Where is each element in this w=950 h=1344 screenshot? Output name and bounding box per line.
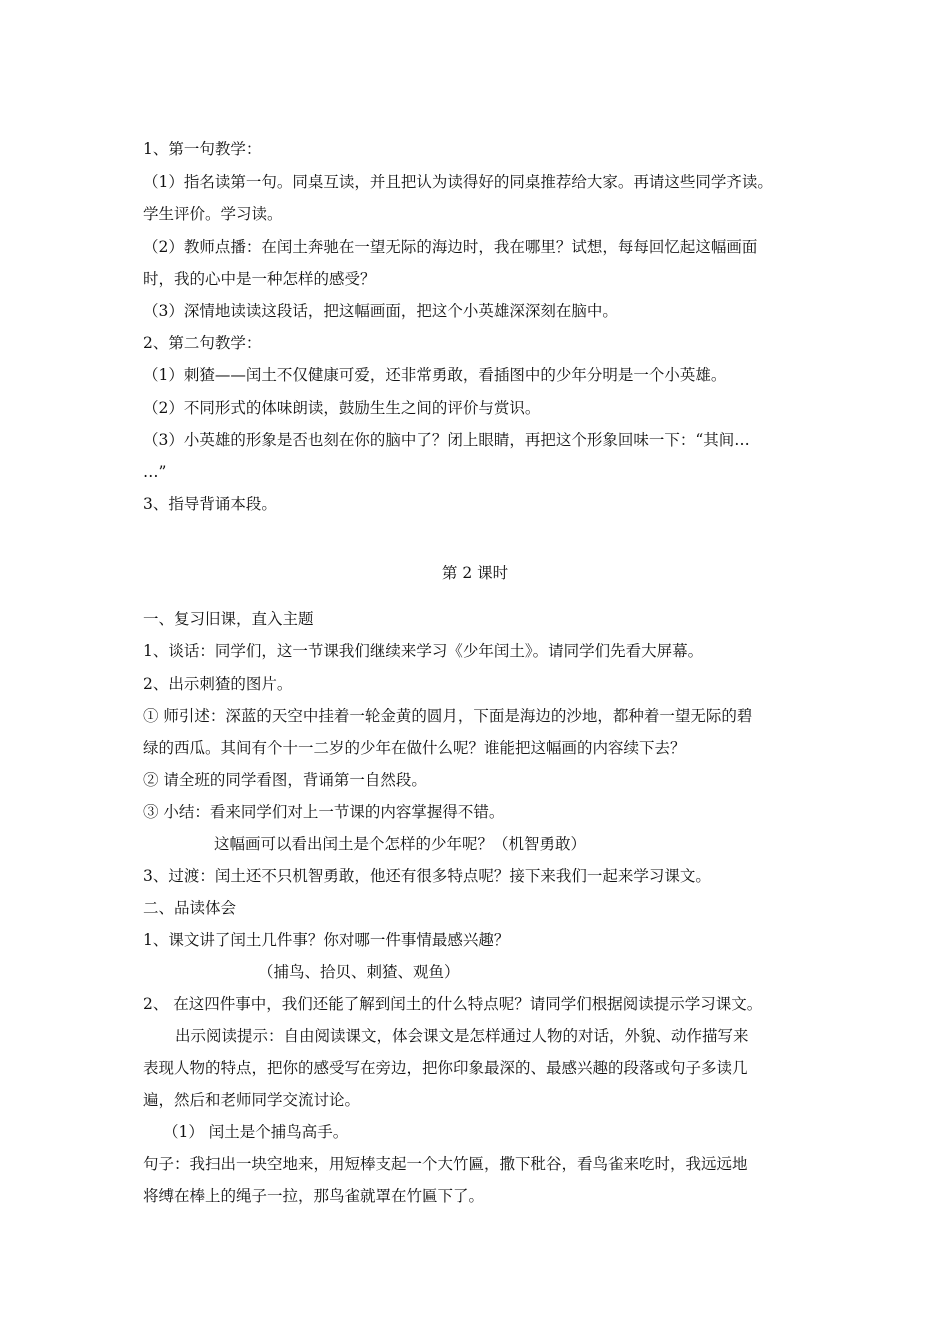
text-line: （2）教师点播：在闰土奔驰在一望无际的海边时，我在哪里？试想，每每回忆起这幅画面 [143,238,758,256]
text-line: 1、课文讲了闰土几件事？你对哪一件事情最感兴趣？ [143,931,510,949]
text-line: 学生评价。学习读。 [143,205,283,223]
text-line: 2、出示刺猹的图片。 [143,675,293,693]
text-line: （1）刺猹——闰土不仅健康可爱，还非常勇敢，看插图中的少年分明是一个小英雄。 [143,366,727,384]
text-line: 3、指导背诵本段。 [143,495,277,513]
text-line: 遍，然后和老师同学交流讨论。 [143,1091,361,1109]
text-line: 1、第一句教学： [143,140,262,158]
text-line: （1） 闰土是个捕鸟高手。 [163,1123,349,1141]
text-line: ② 请全班的同学看图，背诵第一自然段。 [143,771,427,789]
text-line: 二、品读体会 [143,899,237,917]
text-line: （捕鸟、拾贝、刺猹、观鱼） [258,963,460,981]
text-line: ③ 小结：看来同学们对上一节课的内容掌握得不错。 [143,803,505,821]
section-title: 第 2 课时 [441,564,509,582]
text-line: 这幅画可以看出闰土是个怎样的少年呢？（机智勇敢） [214,835,587,853]
text-line: …” [143,463,167,481]
text-line: 句子：我扫出一块空地来，用短棒支起一个大竹匾，撒下秕谷，看鸟雀来吃时，我远远地 [143,1155,748,1173]
text-line: ① 师引述：深蓝的天空中挂着一轮金黄的圆月，下面是海边的沙地，都种着一望无际的碧 [143,707,753,725]
text-line: 3、过渡：闰土还不只机智勇敢，他还有很多特点呢？接下来我们一起来学习课文。 [143,867,711,885]
text-line: （1）指名读第一句。同桌互读，并且把认为读得好的同桌推荐给大家。再请这些同学齐读。 [143,173,773,191]
text-line: 1、谈话：同学们，这一节课我们继续来学习《少年闰土》。请同学们先看大屏幕。 [143,642,704,660]
text-line: 将缚在棒上的绳子一拉，那鸟雀就罩在竹匾下了。 [143,1187,485,1205]
text-line: 绿的西瓜。其间有个十一二岁的少年在做什么呢？谁能把这幅画的内容续下去？ [143,739,686,757]
text-line: 表现人物的特点，把你的感受写在旁边，把你印象最深的、最感兴趣的段落或句子多读几 [143,1059,748,1077]
text-line: 2、第二句教学： [143,334,262,352]
text-line: 时，我的心中是一种怎样的感受？ [143,270,376,288]
text-line: （3）小英雄的形象是否也刻在你的脑中了？闭上眼睛，再把这个形象回味一下：“其间… [143,431,750,449]
text-line: 一、复习旧课，直入主题 [143,610,314,628]
text-line: （2）不同形式的体味朗读，鼓励生生之间的评价与赏识。 [143,399,541,417]
text-line: 出示阅读提示：自由阅读课文，体会课文是怎样通过人物的对话，外貌、动作描写来 [175,1027,749,1045]
text-line: （3）深情地读读这段话，把这幅画面，把这个小英雄深深刻在脑中。 [143,302,618,320]
text-line: 2、 在这四件事中，我们还能了解到闰土的什么特点呢？请同学们根据阅读提示学习课文。 [143,995,763,1013]
